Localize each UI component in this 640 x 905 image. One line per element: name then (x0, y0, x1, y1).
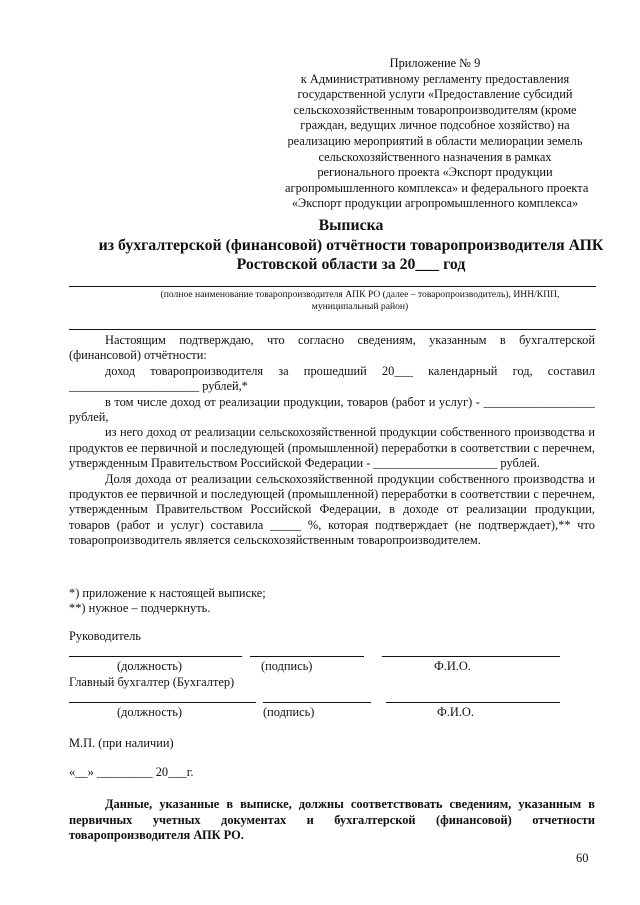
footnotes (69, 586, 595, 617)
annex-line: государственной услуги «Предоставление субсидий (297, 87, 573, 102)
statement-income-share: Доля дохода от реализации сельскохозяйственной продукции собственного производства и продуктов ее первичной и последующей (промышленной) переработки в соответствии с перечнем, утвержденным Правительством Российской Федерации, в доходе от реализации продукции, товаров (работ и услуг) составила _____ %, которая подтверждает (не подтверждает),** что товаропроизводитель является сельскохозяйственным товаропроизводителем. (69, 471, 595, 548)
accountant-name-line (386, 702, 560, 703)
chief-accountant-label: Главный бухгалтер (Бухгалтер) (69, 675, 235, 689)
head-signature-caption: (подпись) (261, 659, 313, 673)
accountant-position-caption: (должность) (117, 705, 183, 719)
annex-line: Приложение № 9 (389, 56, 481, 70)
producer-caption-line-1: (полное наименование товаропроизводителя АПК РО (далее – товаропроизводитель), ИНН/КПП, (160, 289, 560, 300)
statement-agri-income: из него доход от реализации сельскохозяйственной продукции собственного производства и продуктов ее первичной и последующей (промышленной) переработки в соответствии с перечнем, утвержденным Правительством Российской Федерации - ____________________ рублей. (69, 425, 595, 471)
head-position-line (69, 656, 242, 657)
accountant-name-caption: Ф.И.О. (437, 705, 474, 719)
annex-line: граждан, ведущих личное подсобное хозяйство) на (300, 118, 570, 133)
accountant-position-line (69, 702, 256, 703)
annex-header (285, 56, 589, 212)
statement-total-income: доход товаропроизводителя за прошедший 20___ календарный год, составил _____________________ рублей,* (69, 363, 595, 394)
head-name-line (382, 656, 560, 657)
annex-line: к Административному регламенту предоставления (300, 71, 570, 86)
accountant-signature-caption: (подпись) (263, 705, 315, 719)
producer-name-caption (105, 289, 615, 314)
annex-line: регионального проекта «Экспорт продукции (317, 165, 553, 180)
title-line-1: Выписка (318, 217, 384, 234)
annex-line: реализацию мероприятий в области мелиорации земель (287, 133, 583, 148)
producer-name-line-2 (69, 329, 596, 330)
head-signature-line (250, 656, 364, 657)
accountant-signature-line (263, 702, 371, 703)
head-position-caption: (должность) (117, 659, 183, 673)
stamp-place: М.П. (при наличии) (69, 736, 174, 750)
data-conformity-note (69, 797, 595, 844)
annex-line: агропромышленного комплекса» и федерального проекта (285, 180, 589, 195)
statement-intro: Настоящим подтверждаю, что согласно сведениям, указанным в бухгалтерской (финансовой) отчётности: (69, 333, 595, 363)
statement-sales-income: в том числе доход от реализации продукции, товаров (работ и услуг) - __________________ рублей, (69, 394, 595, 425)
data-conformity-text: Данные, указанные в выписке, должны соответствовать сведениям, указанным в первичных учетных документах и бухгалтерской (финансовой) отчетности товаропроизводителя АПК РО. (69, 797, 595, 843)
statement-body (69, 333, 595, 549)
annex-line: сельскохозяйственного назначения в рамках (318, 149, 552, 164)
date-line: «__» _________ 20___г. (69, 765, 194, 779)
head-label: Руководитель (69, 629, 141, 643)
footnote-1: *) приложение к настоящей выписке; (69, 586, 266, 600)
annex-line: «Экспорт продукции агропромышленного комплекса» (291, 196, 579, 211)
producer-name-line (69, 286, 596, 287)
title-line-2: из бухгалтерской (финансовой) отчётности товаропроизводителя АПК (98, 236, 604, 254)
page-number: 60 (576, 851, 589, 865)
producer-caption-line-2: муниципальный район) (311, 301, 409, 313)
document-title (68, 216, 634, 275)
footnote-2: **) нужное – подчеркнуть. (69, 601, 211, 616)
head-name-caption: Ф.И.О. (434, 659, 471, 673)
title-line-3: Ростовской области за 20___ год (236, 256, 466, 273)
annex-line: сельскохозяйственным товаропроизводителям (кроме (293, 102, 577, 117)
